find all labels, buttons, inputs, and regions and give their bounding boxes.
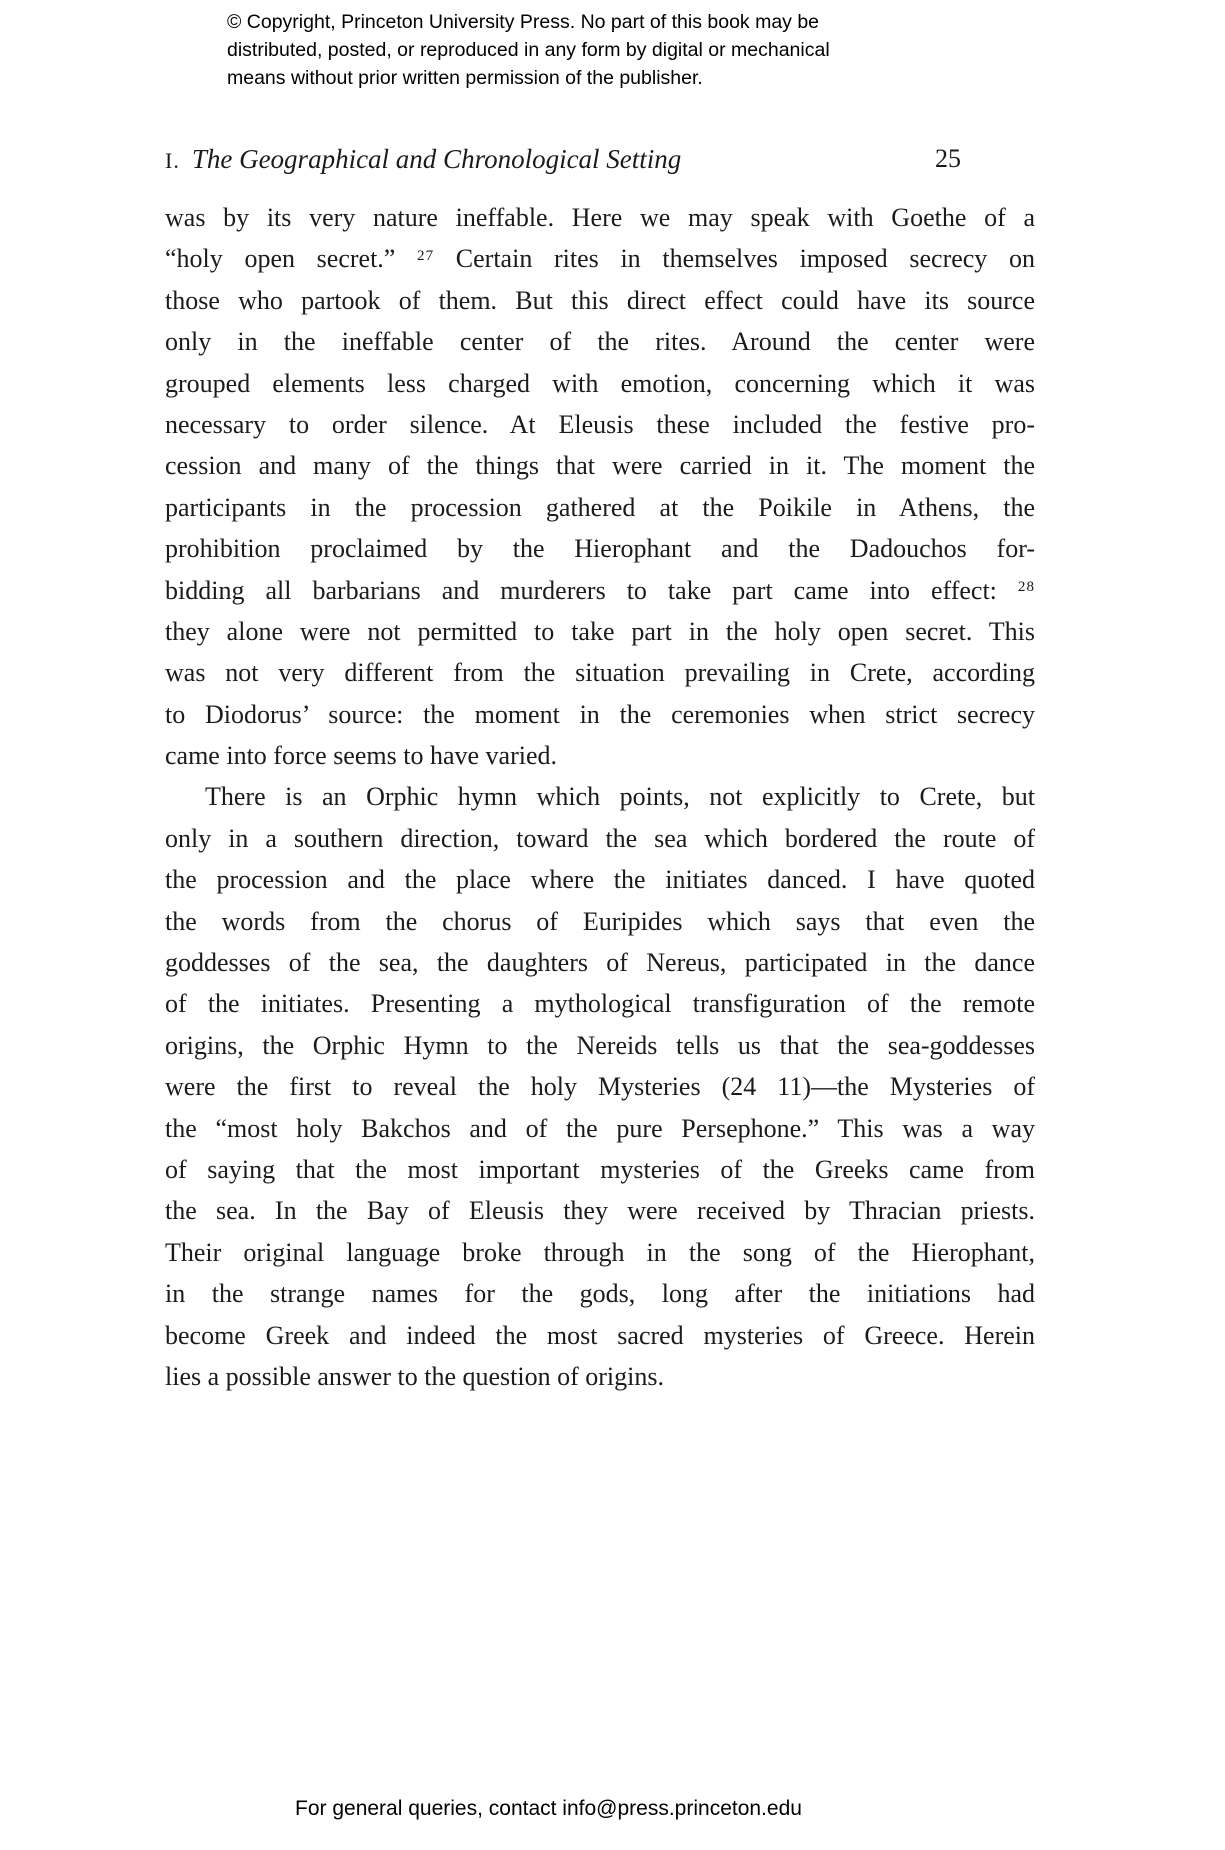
chapter-title: The Geographical and Chronological Setting [191, 144, 682, 174]
body-line: was by its very nature ineffable. Here we may speak with Goethe of a [165, 203, 1035, 232]
body-line: only in a southern direction, toward the sea which bordered the route of [165, 823, 1035, 853]
body-line: bidding all barbarians and murderers to take part came into effect: $^{28}$ [165, 575, 1035, 605]
body-line: necessary to order silence. At Eleusis these included the festive pro- [165, 409, 1035, 439]
body-line: grouped elements less charged with emotion, concerning which it was [165, 368, 1035, 398]
body-line: participants in the procession gathered at the Poikile in Athens, the [165, 492, 1035, 522]
copyright-line: distributed, posted, or reproduced in any form by digital or mechanical [227, 39, 830, 61]
body-line: of the initiates. Presenting a mythological transfiguration of the remote [165, 989, 1035, 1019]
body-line: came into force seems to have varied. [165, 741, 557, 771]
body-line: those who partook of them. But this direct effect could have its source [165, 285, 1035, 315]
body-line: origins, the Orphic Hymn to the Nereids tells us that the sea-goddesses [165, 1030, 1035, 1060]
copyright-notice [227, 8, 830, 92]
body-line: become Greek and indeed the most sacred mysteries of Greece. Herein [165, 1320, 1035, 1350]
body-line: were the first to reveal the holy Mysteries (24 11)—the Mysteries of [165, 1072, 1035, 1102]
body-line: of saying that the most important mysteries of the Greeks came from [165, 1154, 1035, 1184]
running-header [165, 144, 1035, 186]
body-line: goddesses of the sea, the daughters of Nereus, participated in the dance [165, 948, 1035, 978]
footnote-reference: 28 [1017, 578, 1035, 595]
body-line: was not very different from the situation prevailing in Crete, according [165, 658, 1035, 688]
body-line: to Diodorus’ source: the moment in the ceremonies when strict secrecy [165, 699, 1035, 729]
chapter-number: I. [165, 148, 180, 173]
body-line: There is an Orphic hymn which points, not explicitly to Crete, but [205, 782, 1035, 812]
body-line: the sea. In the Bay of Eleusis they were received by Thracian priests. [165, 1196, 1035, 1226]
footnote-reference: 27 [417, 247, 435, 264]
body-line: in the strange names for the gods, long after the initiations had [165, 1279, 1035, 1309]
body-line: the “most holy Bakchos and of the pure Persephone.” This was a way [165, 1113, 1035, 1143]
body-line: cession and many of the things that were carried in it. The moment the [165, 451, 1035, 481]
copyright-line: means without prior written permission of the publisher. [227, 67, 703, 89]
body-line: “holy open secret.” $^{27}$ Certain rites in themselves imposed secrecy on [165, 244, 1035, 274]
body-text [165, 197, 1035, 1397]
body-line: lies a possible answer to the question of origins. [165, 1361, 664, 1391]
copyright-line: © Copyright, Princeton University Press. No part of this book may be [227, 11, 820, 33]
body-line: Their original language broke through in the song of the Hierophant, [165, 1237, 1035, 1267]
body-line: prohibition proclaimed by the Hierophant and the Dadouchos for- [165, 534, 1035, 564]
page-footer [295, 1797, 802, 1821]
body-line: they alone were not permitted to take part in the holy open secret. This [165, 616, 1035, 646]
page-number: 25 [935, 144, 961, 173]
footer-contact-text: For general queries, contact info@press.princeton.edu [295, 1797, 802, 1820]
body-line: only in the ineffable center of the rites. Around the center were [165, 327, 1035, 357]
body-line: the procession and the place where the initiates danced. I have quoted [165, 865, 1035, 895]
body-line: the words from the chorus of Euripides which says that even the [165, 906, 1035, 936]
